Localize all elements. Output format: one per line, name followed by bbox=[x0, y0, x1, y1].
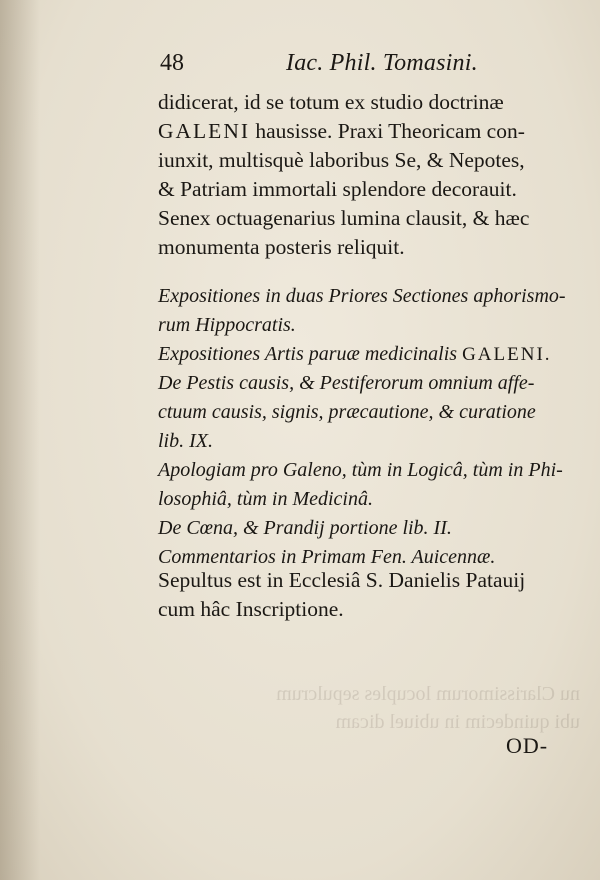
work-line: Apologiam pro Galeno, tùm in Logicâ, tùm in Phi- bbox=[158, 459, 563, 481]
paragraph-biography bbox=[158, 88, 578, 262]
text-line: didicerat, id se totum ex studio doctrinæ bbox=[158, 90, 504, 114]
author-name-galeni: GALENI bbox=[158, 119, 251, 143]
text-line bbox=[158, 117, 578, 146]
text-line: iunxit, multisquè laboribus Se, & Nepotes, bbox=[158, 148, 525, 172]
work-entry bbox=[158, 282, 578, 340]
work-line: De Pestis causis, & Pestiferorum omnium affe- bbox=[158, 372, 535, 394]
page-header bbox=[160, 50, 560, 84]
text-line: Sepultus est in Ecclesiâ S. Danielis Patauij bbox=[158, 568, 526, 592]
page-number: 48 bbox=[160, 50, 184, 76]
work-line: rum Hippocratis. bbox=[158, 314, 296, 336]
bleed-line: nu Clarissimorum locuples sepulcrum bbox=[276, 683, 580, 705]
running-title: Iac. Phil. Tomasini. bbox=[286, 50, 478, 76]
text-line-fragment: hausisse. Praxi Theoricam con- bbox=[255, 119, 525, 143]
paragraph-burial bbox=[158, 566, 578, 624]
work-line: losophiâ, tùm in Medicinâ. bbox=[158, 488, 373, 510]
work-entry bbox=[158, 514, 578, 543]
work-entry bbox=[158, 456, 578, 514]
work-line: ctuum causis, signis, præcautione, & curatione bbox=[158, 401, 536, 423]
work-line bbox=[158, 340, 578, 369]
text-line: Senex octuagenarius lumina clausit, & hæc bbox=[158, 206, 530, 230]
work-entry bbox=[158, 369, 578, 456]
catchword: OD- bbox=[506, 733, 549, 758]
text-line: & Patriam immortali splendore decorauit. bbox=[158, 177, 517, 201]
work-line: De Cœna, & Prandij portione lib. II. bbox=[158, 517, 452, 539]
bleed-line: ubi quindecim in ubiuel dicam bbox=[335, 711, 580, 733]
work-line: lib. IX. bbox=[158, 430, 213, 452]
author-name-galeni: GALENI. bbox=[462, 344, 552, 365]
work-line: Commentarios in Primam Fen. Auicennæ. bbox=[158, 546, 496, 568]
bleed-through-text bbox=[150, 680, 580, 736]
text-line: monumenta posteris reliquit. bbox=[158, 235, 405, 259]
work-entry bbox=[158, 340, 578, 369]
work-line: Expositiones in duas Priores Sectiones aphorismo- bbox=[158, 285, 566, 307]
work-line-fragment: Expositiones Artis paruæ medicinalis bbox=[158, 343, 458, 365]
works-list bbox=[158, 282, 578, 572]
gutter-shadow bbox=[0, 0, 40, 880]
text-line: cum hâc Inscriptione. bbox=[158, 597, 344, 621]
